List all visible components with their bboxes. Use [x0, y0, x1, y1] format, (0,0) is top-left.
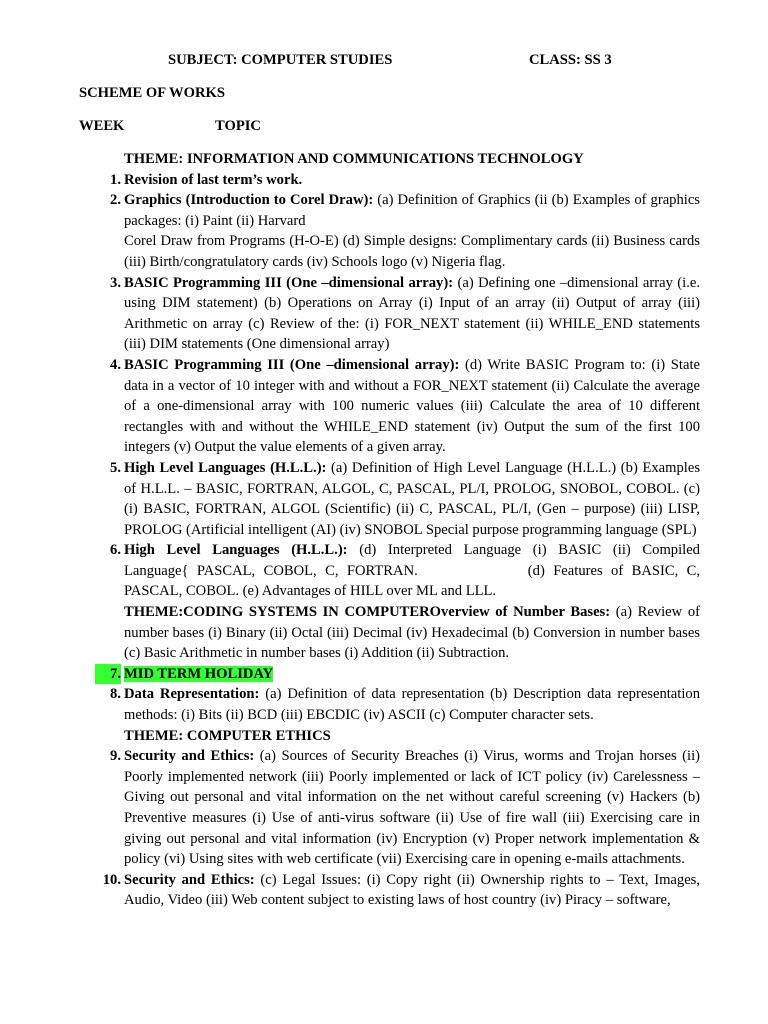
week-column-header: WEEK [79, 118, 125, 134]
week-item-6 [110, 540, 700, 664]
week-number: 4. [110, 356, 121, 373]
week-title: BASIC Programming III (One –dimensional array): [124, 356, 460, 373]
theme-coding: THEME:CODING SYSTEMS IN COMPUTER [124, 604, 430, 621]
week-item-5 [110, 458, 700, 540]
week-title: Security and Ethics: [124, 748, 255, 765]
week-description: (d) Write BASIC Program to: (i) State data in a vector of 10 integer with and without a FOR_NEXT statement (ii) Calculate the average of a one-dimensional array with 100 numeric values (iii) Calculate the area of 10 different rectangles with and without the WHILE_END statement (iv) Output the sum of the first 100 integers (v) Output the value elements of a given array. [124, 356, 700, 456]
overview-title: Overview of Number Bases: [429, 604, 611, 621]
week-description-part: (d) Features of BASIC, C, [527, 562, 700, 579]
week-description-part: Language{ PASCAL, COBOL, C, FORTRAN. [124, 562, 418, 579]
class-label: CLASS: SS 3 [529, 52, 612, 68]
week-description-continued: Corel Draw from Programs (H-O-E) (d) Simple designs: Complimentary cards (ii) Business cards (iii) Birth/congratulatory cards (iv) Schools logo (v) Nigeria flag. [124, 233, 700, 270]
week-number: 8. [110, 686, 121, 703]
overview-description: (a) Review of number bases (i) Binary (ii) Octal (iii) Decimal (iv) Hexadecimal (b) Conversion in number bases (c) Basic Arithmetic in number bases (i) Addition (ii) Subtraction. [124, 604, 700, 662]
week-number: 7. [95, 664, 121, 685]
week-number: 3. [110, 274, 121, 291]
week-number: 10. [102, 871, 121, 888]
week-description: (d) Interpreted Language (i) BASIC (ii) Compiled [347, 542, 700, 559]
scheme-content [102, 149, 701, 911]
week-item-4 [110, 355, 700, 458]
week-description: (a) Definition of Graphics (ii (b) Examples of graphics packages: (i) Paint (ii) Harvard [124, 192, 700, 229]
week-item-1 [110, 170, 700, 191]
week-item-9 [110, 746, 700, 870]
week-description: (a) Sources of Security Breaches (i) Virus, worms and Trojan horses (ii) Poorly implemented network (iii) Poorly implemented or lack of ICT policy (iv) Carelessness – Giving out personal and vital information on the net without careful screening (v) Hackers (b) Preventive measures (i) Use of anti-virus software (ii) Use of fire wall (iii) Exercising care in giving out personal and vital information (iv) Encryption (v) Proper network implementation & policy (vi) Using sites with web certificate (vii) Exercising care in opening e-mails attachments. [124, 748, 700, 868]
week-title: BASIC Programming III (One –dimensional array): [124, 274, 454, 291]
subject-label: SUBJECT: COMPUTER STUDIES [168, 52, 393, 68]
week-description: (a) Defining one –dimensional array (i.e. using DIM statement) (b) Operations on Array (i) Input of an array (ii) Output of array (iii) Arithmetic on array (c) Review of the: (i) FOR_NEXT statement (ii) WHILE_END statements (iii) DIM statements (One dimensional array) [124, 274, 700, 353]
week-title: High Level Languages (H.L.L.): [124, 459, 327, 476]
week-description: (c) Legal Issues: (i) Copy right (ii) Ownership rights to – Text, Images, Audio, Video (iii) Web content subject to existing laws of host country (iv) Piracy – software, [124, 871, 701, 909]
column-headers [79, 116, 379, 137]
week-title: High Level Languages (H.L.L.): [124, 542, 348, 559]
week-title: Revision of last term’s work. [124, 171, 303, 188]
week-item-2 [110, 190, 700, 272]
week-title: Security and Ethics: [124, 871, 255, 888]
document-header [0, 50, 768, 71]
week-description: (a) Definition of data representation (b) Description data representation methods: (i) Bits (ii) BCD (iii) EBCDIC (iv) ASCII (c) Computer character sets. [124, 686, 700, 724]
week-description-part: PASCAL, COBOL. (e) Advantages of HILL over ML and LLL. [124, 583, 497, 600]
week-title: Graphics (Introduction to Corel Draw): [124, 192, 374, 209]
theme-ethics: THEME: COMPUTER ETHICS [124, 727, 331, 744]
week-number: 2. [110, 192, 121, 209]
week-item-8 [110, 684, 700, 725]
week-description: (a) Definition of High Level Language (H.L.L.) (b) Examples of H.L.L. – BASIC, FORTRAN, ALGOL, C, PASCAL, PL/I, PROLOG, SNOBOL, COBOL. (c) (i) BASIC, FORTRAN, ALGOL (Scientific) (ii) C, PASCAL, PL/I, (Gen – purpose) (iii) LISP, PROLOG (Artificial intelligent (AI) (iv) SNOBOL Special purpose programming language (SPL) [124, 459, 700, 538]
theme-ict: THEME: INFORMATION AND COMMUNICATIONS TECHNOLOGY [124, 151, 584, 167]
week-item-3 [110, 273, 700, 355]
week-title: Data Representation: [124, 686, 260, 703]
topic-column-header: TOPIC [215, 118, 261, 134]
scheme-title: SCHEME OF WORKS [79, 85, 225, 101]
week-number: 6. [110, 542, 121, 559]
week-number: 1. [110, 171, 121, 188]
mid-term-holiday-label: MID TERM HOLIDAY [124, 665, 274, 682]
week-number: 5. [110, 459, 121, 476]
week-item-10 [102, 870, 701, 911]
week-item-7 [110, 664, 700, 685]
week-number: 9. [110, 748, 121, 765]
overview-block [124, 602, 700, 664]
